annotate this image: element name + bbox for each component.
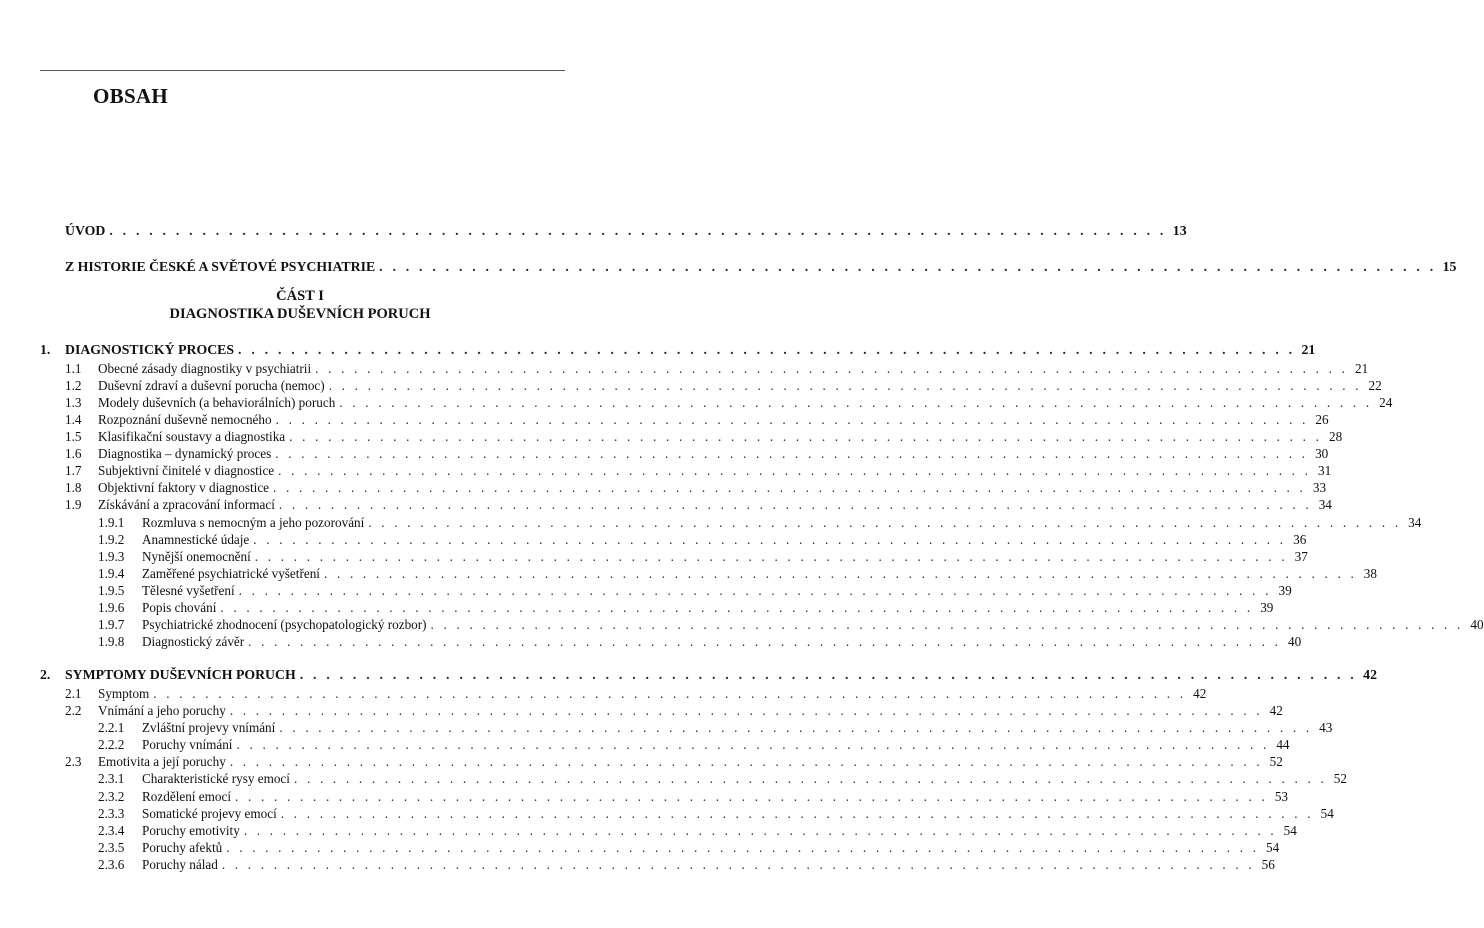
toc-entry-title: Popis chování: [142, 600, 217, 615]
toc-entry[interactable]: [0, 805, 1334, 823]
toc-entry[interactable]: [0, 633, 1302, 651]
toc-entry-page: 54: [1320, 805, 1334, 821]
toc-entry-number: 1.9: [65, 497, 82, 513]
toc-entry-page: 52: [1269, 754, 1283, 770]
toc-entry[interactable]: [0, 462, 1332, 480]
toc-entry-title: Charakteristické rysy emocí: [142, 771, 290, 787]
toc-entry-title: Rozmluva s nemocným a jeho pozorování: [142, 514, 365, 530]
toc-entry-number: 2.2.1: [98, 720, 125, 736]
toc-entry-number: 1.9.2: [98, 531, 125, 547]
toc-entry-number: 2.3.5: [98, 839, 125, 855]
dot-leader: . . . . . . . . . . . . . . . . . . . . . . . . . . . . . . . . . . . . . . . . . . . . . . . . . . . . . . . . . . . . . . . . . . . . . . . . . . . . . . . .: [379, 259, 1437, 274]
toc-entry-page: 26: [1315, 411, 1329, 427]
toc-entry-title: Diagnostický závěr: [142, 634, 245, 650]
toc-entry-page: 31: [1318, 463, 1332, 479]
toc-entry[interactable]: [0, 360, 1369, 378]
toc-entry-number: 2.2: [65, 703, 82, 718]
dot-leader: . . . . . . . . . . . . . . . . . . . . . . . . . . . . . . . . . . . . . . . . . . . . . . . . . . . . . . . . . . . . . . . . . . . . . . . . . . . . . . . .: [279, 720, 1313, 736]
dot-leader: . . . . . . . . . . . . . . . . . . . . . . . . . . . . . . . . . . . . . . . . . . . . . . . . . . . . . . . . . . . . . . . . . . . . . . . . . . . . . . . .: [275, 411, 1309, 427]
toc-entry[interactable]: [0, 599, 1274, 617]
toc-entry[interactable]: [0, 822, 1297, 840]
toc-entry-title: Získávání a zpracování informací: [98, 497, 275, 513]
toc-entry-title: Poruchy nálad: [142, 856, 218, 872]
toc-entry-page: 34: [1408, 514, 1422, 530]
toc-entry-title: Tělesné vyšetření: [142, 582, 235, 598]
dot-leader: . . . . . . . . . . . . . . . . . . . . . . . . . . . . . . . . . . . . . . . . . . . . . . . . . . . . . . . . . . . . . . . . . . . . . . . . . . . . . . . .: [234, 788, 1268, 804]
toc-entry[interactable]: [0, 753, 1283, 771]
toc-entry-title: Poruchy emotivity: [142, 822, 240, 838]
toc-entry[interactable]: [0, 736, 1290, 754]
toc-entry[interactable]: [0, 428, 1343, 446]
toc-entry-title: Nynější onemocnění: [142, 548, 251, 564]
toc-entry-page: 21: [1354, 360, 1369, 376]
toc-entry-page: 42: [1269, 703, 1283, 718]
toc-entry-title: Diagnostika – dynamický proces: [98, 446, 272, 462]
dot-leader: . . . . . . . . . . . . . . . . . . . . . . . . . . . . . . . . . . . . . . . . . . . . . . . . . . . . . . . . . . . . . . . . . . . . . . . . . . . . . . . .: [289, 429, 1323, 444]
dot-leader: . . . . . . . . . . . . . . . . . . . . . . . . . . . . . . . . . . . . . . . . . . . . . . . . . . . . . . . . . . . . . . . . . . . . . . . . . . . . . . . .: [254, 548, 1288, 564]
dot-leader: . . . . . . . . . . . . . . . . . . . . . . . . . . . . . . . . . . . . . . . . . . . . . . . . . . . . . . . . . . . . . . . . . . . . . . . . . . . . . . . .: [278, 463, 1312, 479]
toc-entry-title: Rozpoznání duševně nemocného: [98, 411, 272, 427]
toc-entry-page: 36: [1293, 531, 1307, 547]
toc-entry-page: 34: [1318, 497, 1332, 513]
toc-entry-title: Rozdělení emocí: [142, 788, 231, 804]
toc-entry[interactable]: [0, 258, 1457, 276]
toc-heading: OBSAH: [93, 84, 169, 108]
toc-entry[interactable]: [0, 582, 1292, 600]
toc-entry[interactable]: [0, 341, 1316, 359]
toc-entry-title: Somatické projevy emocí: [142, 805, 277, 821]
toc-entry-number: 2.3.2: [98, 788, 125, 804]
toc-entry[interactable]: [0, 496, 1332, 514]
dot-leader: . . . . . . . . . . . . . . . . . . . . . . . . . . . . . . . . . . . . . . . . . . . . . . . . . . . . . . . . . . . . . . . . . . . . . . . . . . . . . . . .: [278, 497, 1312, 513]
dot-leader: . . . . . . . . . . . . . . . . . . . . . . . . . . . . . . . . . . . . . . . . . . . . . . . . . . . . . . . . . . . . . . . . . . . . . . . . . . . . . . . .: [273, 480, 1307, 496]
toc-entry-title: ÚVOD: [65, 223, 106, 238]
toc-entry-page: 40: [1470, 617, 1484, 633]
toc-entry[interactable]: [0, 685, 1207, 703]
toc-entry-number: 1.4: [65, 411, 82, 427]
toc-entry-number: 1.9.4: [98, 565, 125, 581]
toc-entry-page: 15: [1442, 259, 1457, 274]
toc-entry[interactable]: [0, 839, 1280, 857]
toc-entry[interactable]: [0, 479, 1327, 497]
toc-entry-title: Zaměřené psychiatrické vyšetření: [142, 565, 320, 581]
toc-entry-title: DIAGNOSTICKÝ PROCES: [65, 342, 235, 357]
toc-entry-page: 30: [1315, 446, 1329, 462]
toc-entry-page: 54: [1266, 839, 1280, 855]
toc-entry-page: 39: [1260, 600, 1274, 615]
toc-entry-title: Objektivní faktory v diagnostice: [98, 480, 270, 496]
toc-entry-page: 28: [1328, 429, 1343, 444]
toc-entry[interactable]: [0, 531, 1307, 549]
toc-entry-title: Psychiatrické zhodnocení (psychopatologický rozbor): [142, 617, 427, 633]
dot-leader: . . . . . . . . . . . . . . . . . . . . . . . . . . . . . . . . . . . . . . . . . . . . . . . . . . . . . . . . . . . . . . . . . . . . . . . . . . . . . . . .: [238, 342, 1296, 357]
toc-entry[interactable]: [0, 616, 1484, 634]
toc-entry-number: 2.3.1: [98, 771, 125, 787]
dot-leader: . . . . . . . . . . . . . . . . . . . . . . . . . . . . . . . . . . . . . . . . . . . . . . . . . . . . . . . . . . . . . . . . . . . . . . . . . . . . . . . .: [238, 582, 1272, 598]
toc-entry-title: Z HISTORIE ČESKÉ A SVĚTOVÉ PSYCHIATRIE: [65, 259, 376, 274]
toc-entry-title: Poruchy afektů: [142, 839, 223, 855]
toc-entry-page: 44: [1276, 737, 1290, 753]
toc-entry[interactable]: [0, 719, 1333, 737]
toc-entry[interactable]: [0, 514, 1422, 532]
toc-entry-number: 2.3.3: [98, 805, 125, 821]
toc-entry-number: 1.9.6: [98, 600, 125, 615]
dot-leader: . . . . . . . . . . . . . . . . . . . . . . . . . . . . . . . . . . . . . . . . . . . . . . . . . . . . . . . . . . . . . . . . . . . . . . . . . . . . . . . .: [293, 771, 1327, 787]
toc-entry-title: Duševní zdraví a duševní porucha (nemoc): [98, 377, 325, 393]
toc-entry-number: 1.7: [65, 463, 82, 479]
part-title: DIAGNOSTIKA DUŠEVNÍCH PORUCH: [169, 306, 431, 322]
dot-leader: . . . . . . . . . . . . . . . . . . . . . . . . . . . . . . . . . . . . . . . . . . . . . . . . . . . . . . . . . . . . . . . . . . . . . . . . . . . . . . . .: [430, 617, 1464, 633]
dot-leader: . . . . . . . . . . . . . . . . . . . . . . . . . . . . . . . . . . . . . . . . . . . . . . . . . . . . . . . . . . . . . . . . . . . . . . . . . . . . . . . .: [153, 685, 1187, 701]
toc-entry[interactable]: [0, 702, 1283, 720]
toc-entry-page: 39: [1278, 582, 1292, 598]
toc-entry-title: SYMPTOMY DUŠEVNÍCH PORUCH: [65, 667, 296, 683]
toc-entry[interactable]: [0, 856, 1275, 874]
toc-entry-number: 2.: [40, 667, 51, 683]
toc-entry-title: Zvláštní projevy vnímání: [142, 720, 276, 736]
toc-entry[interactable]: [0, 788, 1288, 806]
part-label: ČÁST I: [276, 288, 324, 304]
toc-entry-number: 1.1: [65, 360, 82, 376]
toc-entry-number: 1.5: [65, 429, 82, 444]
toc-entry-number: 1.9.1: [98, 514, 125, 530]
toc-entry-number: 2.3: [65, 754, 82, 770]
dot-leader: . . . . . . . . . . . . . . . . . . . . . . . . . . . . . . . . . . . . . . . . . . . . . . . . . . . . . . . . . . . . . . . . . . . . . . . . . . . . . . . .: [220, 600, 1254, 615]
dot-leader: . . . . . . . . . . . . . . . . . . . . . . . . . . . . . . . . . . . . . . . . . . . . . . . . . . . . . . . . . . . . . . . . . . . . . . . . . . . . . . . .: [243, 822, 1277, 838]
dot-leader: . . . . . . . . . . . . . . . . . . . . . . . . . . . . . . . . . . . . . . . . . . . . . . . . . . . . . . . . . . . . . . . . . . . . . . . . . . . . . . . .: [109, 223, 1167, 238]
toc-entry-number: 2.1: [65, 685, 82, 701]
toc-entry-number: 1.8: [65, 480, 82, 496]
toc-entry-number: 1.9.7: [98, 617, 125, 633]
toc-entry-number: 1.: [40, 342, 51, 357]
toc-entry-page: 13: [1172, 223, 1187, 238]
toc-entry-number: 2.3.6: [98, 856, 125, 872]
dot-leader: . . . . . . . . . . . . . . . . . . . . . . . . . . . . . . . . . . . . . . . . . . . . . . . . . . . . . . . . . . . . . . . . . . . . . . . . . . . . . . . .: [315, 360, 1349, 376]
toc-entry-number: 2.3.4: [98, 822, 125, 838]
toc-entry[interactable]: [0, 666, 1377, 684]
toc-entry-page: 24: [1379, 394, 1393, 410]
toc-entry-page: 40: [1288, 634, 1302, 650]
toc-entry[interactable]: [0, 377, 1382, 395]
toc-entry-page: 54: [1283, 822, 1297, 838]
dot-leader: . . . . . . . . . . . . . . . . . . . . . . . . . . . . . . . . . . . . . . . . . . . . . . . . . . . . . . . . . . . . . . . . . . . . . . . . . . . . . . . .: [229, 754, 1263, 770]
toc-entry-page: 22: [1368, 377, 1382, 393]
toc-entry-page: 43: [1319, 720, 1333, 736]
toc-entry-title: Poruchy vnímání: [142, 737, 233, 753]
toc-entry-title: Emotivita a její poruchy: [98, 754, 226, 770]
dot-leader: . . . . . . . . . . . . . . . . . . . . . . . . . . . . . . . . . . . . . . . . . . . . . . . . . . . . . . . . . . . . . . . . . . . . . . . . . . . . . . . .: [328, 377, 1362, 393]
toc-entry-page: 42: [1193, 685, 1207, 701]
dot-leader: . . . . . . . . . . . . . . . . . . . . . . . . . . . . . . . . . . . . . . . . . . . . . . . . . . . . . . . . . . . . . . . . . . . . . . . . . . . . . . . .: [339, 394, 1373, 410]
toc-entry[interactable]: [0, 548, 1308, 566]
dot-leader: . . . . . . . . . . . . . . . . . . . . . . . . . . . . . . . . . . . . . . . . . . . . . . . . . . . . . . . . . . . . . . . . . . . . . . . . . . . . . . . .: [236, 737, 1270, 753]
toc-entry-number: 2.2.2: [98, 737, 125, 753]
toc-entry-title: Obecné zásady diagnostiky v psychiatrii: [98, 360, 312, 376]
dot-leader: . . . . . . . . . . . . . . . . . . . . . . . . . . . . . . . . . . . . . . . . . . . . . . . . . . . . . . . . . . . . . . . . . . . . . . . . . . . . . . . .: [280, 805, 1314, 821]
toc-entry[interactable]: [0, 565, 1377, 583]
toc-entry-page: 21: [1301, 342, 1316, 357]
toc-entry-title: Modely duševních (a behaviorálních) poruch: [98, 394, 336, 410]
toc-entry-title: Vnímání a jeho poruchy: [98, 703, 226, 718]
toc-entry-page: 42: [1363, 667, 1377, 683]
toc-entry-number: 1.9.5: [98, 582, 125, 598]
toc-entry[interactable]: [0, 222, 1187, 240]
toc-entry-title: Subjektivní činitelé v diagnostice: [98, 463, 275, 479]
toc-entry-number: 1.9.8: [98, 634, 125, 650]
toc-entry-title: Anamnestické údaje: [142, 531, 250, 547]
toc-entry-page: 38: [1363, 565, 1377, 581]
toc-entry-title: Klasifikační soustavy a diagnostika: [98, 429, 286, 444]
toc-entry-page: 56: [1261, 856, 1275, 872]
toc-entry-number: 1.2: [65, 377, 82, 393]
dot-leader: . . . . . . . . . . . . . . . . . . . . . . . . . . . . . . . . . . . . . . . . . . . . . . . . . . . . . . . . . . . . . . . . . . . . . . . . . . . . . . . .: [248, 634, 1282, 650]
toc-entry-number: 1.6: [65, 446, 82, 462]
toc-entry[interactable]: [0, 770, 1347, 788]
toc-entry-number: 1.3: [65, 394, 82, 410]
dot-leader: . . . . . . . . . . . . . . . . . . . . . . . . . . . . . . . . . . . . . . . . . . . . . . . . . . . . . . . . . . . . . . . . . . . . . . . . . . . . . . . .: [275, 446, 1309, 462]
dot-leader: . . . . . . . . . . . . . . . . . . . . . . . . . . . . . . . . . . . . . . . . . . . . . . . . . . . . . . . . . . . . . . . . . . . . . . . . . . . . . . . .: [221, 856, 1255, 872]
dot-leader: . . . . . . . . . . . . . . . . . . . . . . . . . . . . . . . . . . . . . . . . . . . . . . . . . . . . . . . . . . . . . . . . . . . . . . . . . . . . . . . .: [226, 839, 1260, 855]
dot-leader: . . . . . . . . . . . . . . . . . . . . . . . . . . . . . . . . . . . . . . . . . . . . . . . . . . . . . . . . . . . . . . . . . . . . . . . . . . . . . . . .: [323, 565, 1357, 581]
dot-leader: . . . . . . . . . . . . . . . . . . . . . . . . . . . . . . . . . . . . . . . . . . . . . . . . . . . . . . . . . . . . . . . . . . . . . . . . . . . . . . . .: [368, 514, 1402, 530]
dot-leader: . . . . . . . . . . . . . . . . . . . . . . . . . . . . . . . . . . . . . . . . . . . . . . . . . . . . . . . . . . . . . . . . . . . . . . . . . . . . . . . .: [299, 667, 1357, 683]
toc-entry[interactable]: [0, 445, 1329, 463]
toc-entry-page: 37: [1294, 548, 1308, 564]
dot-leader: . . . . . . . . . . . . . . . . . . . . . . . . . . . . . . . . . . . . . . . . . . . . . . . . . . . . . . . . . . . . . . . . . . . . . . . . . . . . . . . .: [253, 531, 1287, 547]
dot-leader: . . . . . . . . . . . . . . . . . . . . . . . . . . . . . . . . . . . . . . . . . . . . . . . . . . . . . . . . . . . . . . . . . . . . . . . . . . . . . . . .: [229, 703, 1263, 718]
toc-entry-page: 52: [1333, 771, 1347, 787]
toc-entry-number: 1.9.3: [98, 548, 125, 564]
toc-entry[interactable]: [0, 394, 1393, 412]
header-rule: [40, 70, 565, 71]
toc-entry-page: 33: [1312, 480, 1327, 496]
toc-entry-page: 53: [1274, 788, 1288, 804]
toc-entry-title: Symptom: [98, 685, 150, 701]
toc-entry[interactable]: [0, 411, 1329, 429]
